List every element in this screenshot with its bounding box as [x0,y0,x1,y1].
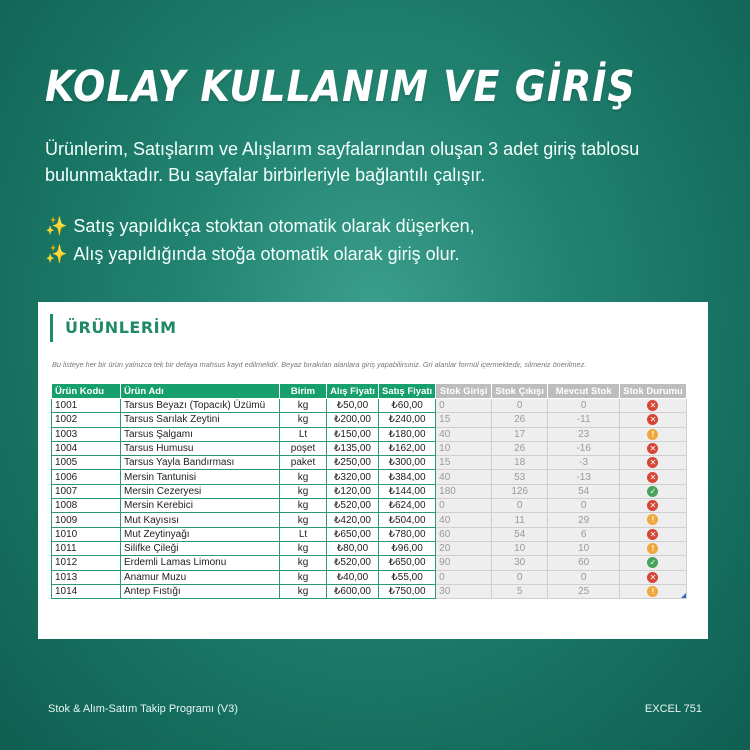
cell-stock[interactable]: 54 [548,484,620,498]
cell-stock[interactable]: 0 [548,570,620,584]
cell-name[interactable]: Silifke Çileği [121,541,280,555]
table-row[interactable] [52,470,687,484]
cell-unit[interactable]: kg [280,499,327,513]
cell-code[interactable]: 1002 [52,413,121,427]
cell-sell[interactable]: ₺780,00 [379,527,436,541]
cell-unit[interactable]: Lt [280,427,327,441]
cell-unit[interactable]: kg [280,570,327,584]
cell-sell[interactable]: ₺650,00 [379,556,436,570]
status-bad-icon: ✕ [647,443,658,454]
cell-buy[interactable]: ₺135,00 [327,441,379,455]
cell-out[interactable]: 30 [492,556,548,570]
cell-unit[interactable]: poşet [280,441,327,455]
col-header[interactable]: Stok Girişi [436,384,492,399]
table-row[interactable] [52,556,687,570]
cell-stock[interactable]: -13 [548,470,620,484]
table-header-row [52,384,687,399]
cell-out[interactable]: 26 [492,413,548,427]
table-resize-handle[interactable] [681,593,686,598]
status-bad-icon: ✕ [647,472,658,483]
intro-text: Ürünlerim, Satışlarım ve Alışlarım sayfalarından oluşan 3 adet giriş tablosu bulunmaktadır. Bu sayfalar birbirleriyle bağlantılı çalışır. [45,139,640,185]
cell-in[interactable]: 180 [436,484,492,498]
cell-sell[interactable]: ₺60,00 [379,399,436,413]
cell-out[interactable]: 10 [492,541,548,555]
table-row[interactable] [52,570,687,584]
table-row[interactable] [52,413,687,427]
cell-code[interactable]: 1005 [52,456,121,470]
table-row[interactable] [52,499,687,513]
status-warn-icon: ! [647,514,658,525]
cell-status [620,399,687,413]
cell-out[interactable]: 54 [492,527,548,541]
cell-sell[interactable]: ₺750,00 [379,584,436,598]
sheet-title: ÜRÜNLERİM [50,314,177,342]
cell-stock[interactable]: 10 [548,541,620,555]
cell-in[interactable]: 90 [436,556,492,570]
table-row[interactable] [52,513,687,527]
cell-buy[interactable]: ₺250,00 [327,456,379,470]
cell-code[interactable]: 1011 [52,541,121,555]
col-header[interactable]: Birim [280,384,327,399]
cell-code[interactable]: 1006 [52,470,121,484]
status-bad-icon: ✕ [647,457,658,468]
status-bad-icon: ✕ [647,572,658,583]
cell-code[interactable]: 1007 [52,484,121,498]
bullet-stock-in [45,240,475,268]
cell-code[interactable]: 1003 [52,427,121,441]
cell-unit[interactable]: Lt [280,527,327,541]
cell-stock[interactable]: 29 [548,513,620,527]
cell-stock[interactable]: -11 [548,413,620,427]
cell-unit[interactable]: kg [280,584,327,598]
cell-code[interactable]: 1009 [52,513,121,527]
cell-in[interactable]: 40 [436,513,492,527]
cell-name[interactable]: Mersin Kerebici [121,499,280,513]
col-header[interactable]: Mevcut Stok [548,384,620,399]
cell-status [620,556,687,570]
cell-in[interactable]: 10 [436,441,492,455]
cell-out[interactable]: 53 [492,470,548,484]
cell-name[interactable]: Anamur Muzu [121,570,280,584]
cell-status [620,541,687,555]
cell-status [620,484,687,498]
table-row[interactable] [52,541,687,555]
cell-stock[interactable]: -3 [548,456,620,470]
cell-stock[interactable]: 0 [548,499,620,513]
cell-name[interactable]: Mersin Cezeryesi [121,484,280,498]
cell-sell[interactable]: ₺240,00 [379,413,436,427]
bullet-text: Alış yapıldığında stoğa otomatik olarak giriş olur. [73,244,460,264]
cell-code[interactable]: 1012 [52,556,121,570]
cell-status [620,527,687,541]
status-bad-icon: ✕ [647,500,658,511]
cell-unit[interactable]: kg [280,556,327,570]
cell-out[interactable]: 26 [492,441,548,455]
cell-out[interactable]: 0 [492,399,548,413]
cell-sell[interactable]: ₺96,00 [379,541,436,555]
feature-bullets [45,212,475,268]
cell-buy[interactable]: ₺520,00 [327,499,379,513]
cell-buy[interactable]: ₺80,00 [327,541,379,555]
cell-name[interactable]: Mut Kayısısı [121,513,280,527]
cell-status [620,427,687,441]
cell-status [620,584,687,598]
cell-in[interactable]: 40 [436,470,492,484]
cell-sell[interactable]: ₺300,00 [379,456,436,470]
cell-sell[interactable]: ₺624,00 [379,499,436,513]
col-header[interactable]: Satış Fiyatı [379,384,436,399]
table-row[interactable] [52,427,687,441]
cell-sell[interactable]: ₺180,00 [379,427,436,441]
cell-out[interactable]: 0 [492,499,548,513]
cell-stock[interactable]: 6 [548,527,620,541]
cell-in[interactable]: 20 [436,541,492,555]
sparkles-icon: ✨ [45,244,68,264]
cell-out[interactable]: 18 [492,456,548,470]
status-ok-icon: ✓ [647,486,658,497]
cell-unit[interactable]: kg [280,513,327,527]
cell-stock[interactable]: 23 [548,427,620,441]
status-bad-icon: ✕ [647,400,658,411]
col-header[interactable]: Alış Fiyatı [327,384,379,399]
cell-status [620,413,687,427]
cell-stock[interactable]: 25 [548,584,620,598]
col-header[interactable]: Stok Çıkışı [492,384,548,399]
cell-stock[interactable]: -16 [548,441,620,455]
cell-name[interactable]: Tarsus Beyazı (Topacık) Üzümü [121,399,280,413]
cell-in[interactable]: 60 [436,527,492,541]
col-header[interactable]: Ürün Kodu [52,384,121,399]
cell-out[interactable]: 126 [492,484,548,498]
cell-unit[interactable]: kg [280,470,327,484]
status-bad-icon: ✕ [647,414,658,425]
cell-code[interactable]: 1008 [52,499,121,513]
cell-in[interactable]: 40 [436,427,492,441]
page-title: KOLAY KULLANIM VE GİRİŞ [45,62,636,112]
cell-out[interactable]: 11 [492,513,548,527]
footer-code: EXCEL 751 [644,703,702,715]
cell-name[interactable]: Tarsus Şalgamı [121,427,280,441]
cell-sell[interactable]: ₺144,00 [379,484,436,498]
cell-code[interactable]: 1014 [52,584,121,598]
cell-name[interactable]: Mut Zeytinyağı [121,527,280,541]
table-row[interactable] [52,484,687,498]
cell-in[interactable]: 0 [436,499,492,513]
cell-name[interactable]: Mersin Tantunisi [121,470,280,484]
cell-stock[interactable]: 60 [548,556,620,570]
col-header[interactable]: Stok Durumu [620,384,687,399]
cell-unit[interactable]: paket [280,456,327,470]
cell-buy[interactable]: ₺40,00 [327,570,379,584]
status-bad-icon: ✕ [647,529,658,540]
cell-code[interactable]: 1001 [52,399,121,413]
cell-buy[interactable]: ₺120,00 [327,484,379,498]
cell-name[interactable]: Erdemli Lamas Limonu [121,556,280,570]
cell-status [620,441,687,455]
cell-out[interactable]: 5 [492,584,548,598]
cell-stock[interactable]: 0 [548,399,620,413]
cell-buy[interactable]: ₺320,00 [327,470,379,484]
cell-unit[interactable]: kg [280,399,327,413]
table-row[interactable] [52,584,687,598]
cell-status [620,570,687,584]
cell-out[interactable]: 17 [492,427,548,441]
cell-unit[interactable]: kg [280,413,327,427]
cell-status [620,456,687,470]
table-row[interactable] [52,456,687,470]
cell-buy[interactable]: ₺420,00 [327,513,379,527]
cell-status [620,513,687,527]
cell-buy[interactable]: ₺200,00 [327,413,379,427]
bullet-text: Satış yapıldıkça stoktan otomatik olarak düşerken, [73,216,475,236]
cell-in[interactable]: 0 [436,570,492,584]
cell-sell[interactable]: ₺162,00 [379,441,436,455]
status-warn-icon: ! [647,586,658,597]
cell-code[interactable]: 1013 [52,570,121,584]
cell-buy[interactable]: ₺50,00 [327,399,379,413]
cell-out[interactable]: 0 [492,570,548,584]
cell-sell[interactable]: ₺384,00 [379,470,436,484]
cell-in[interactable]: 0 [436,399,492,413]
cell-buy[interactable]: ₺520,00 [327,556,379,570]
table-row[interactable] [52,441,687,455]
cell-code[interactable]: 1010 [52,527,121,541]
cell-sell[interactable]: ₺504,00 [379,513,436,527]
cell-unit[interactable]: kg [280,484,327,498]
cell-in[interactable]: 15 [436,413,492,427]
spreadsheet-panel [38,302,708,639]
cell-in[interactable]: 30 [436,584,492,598]
cell-name[interactable]: Tarsus Humusu [121,441,280,455]
table-row[interactable] [52,399,687,413]
status-ok-icon: ✓ [647,557,658,568]
table-row[interactable] [52,527,687,541]
cell-sell[interactable]: ₺55,00 [379,570,436,584]
col-header[interactable]: Ürün Adı [121,384,280,399]
table-body [52,399,687,599]
products-table [51,383,687,599]
cell-unit[interactable]: kg [280,541,327,555]
cell-code[interactable]: 1004 [52,441,121,455]
cell-status [620,499,687,513]
cell-name[interactable]: Tarsus Yayla Bandırması [121,456,280,470]
cell-in[interactable]: 15 [436,456,492,470]
cell-name[interactable]: Tarsus Sarılak Zeytini [121,413,280,427]
status-warn-icon: ! [647,543,658,554]
cell-status [620,470,687,484]
status-warn-icon: ! [647,429,658,440]
footer-product-name: Stok & Alım-Satım Takip Programı (V3) [48,703,238,715]
sparkles-icon: ✨ [45,216,68,236]
bullet-stock-out [45,212,475,240]
sheet-note: Bu listeye her bir ürün yalnızca tek bir defaya mahsus kayıt edilmelidir. Beyaz bırakılan alanlara giriş yapabilirsiniz. Gri alanlar formül içermektedir, silmeniz önerilmez. [52,360,587,369]
cell-buy[interactable]: ₺150,00 [327,427,379,441]
cell-buy[interactable]: ₺650,00 [327,527,379,541]
cell-buy[interactable]: ₺600,00 [327,584,379,598]
cell-name[interactable]: Antep Fıstığı [121,584,280,598]
